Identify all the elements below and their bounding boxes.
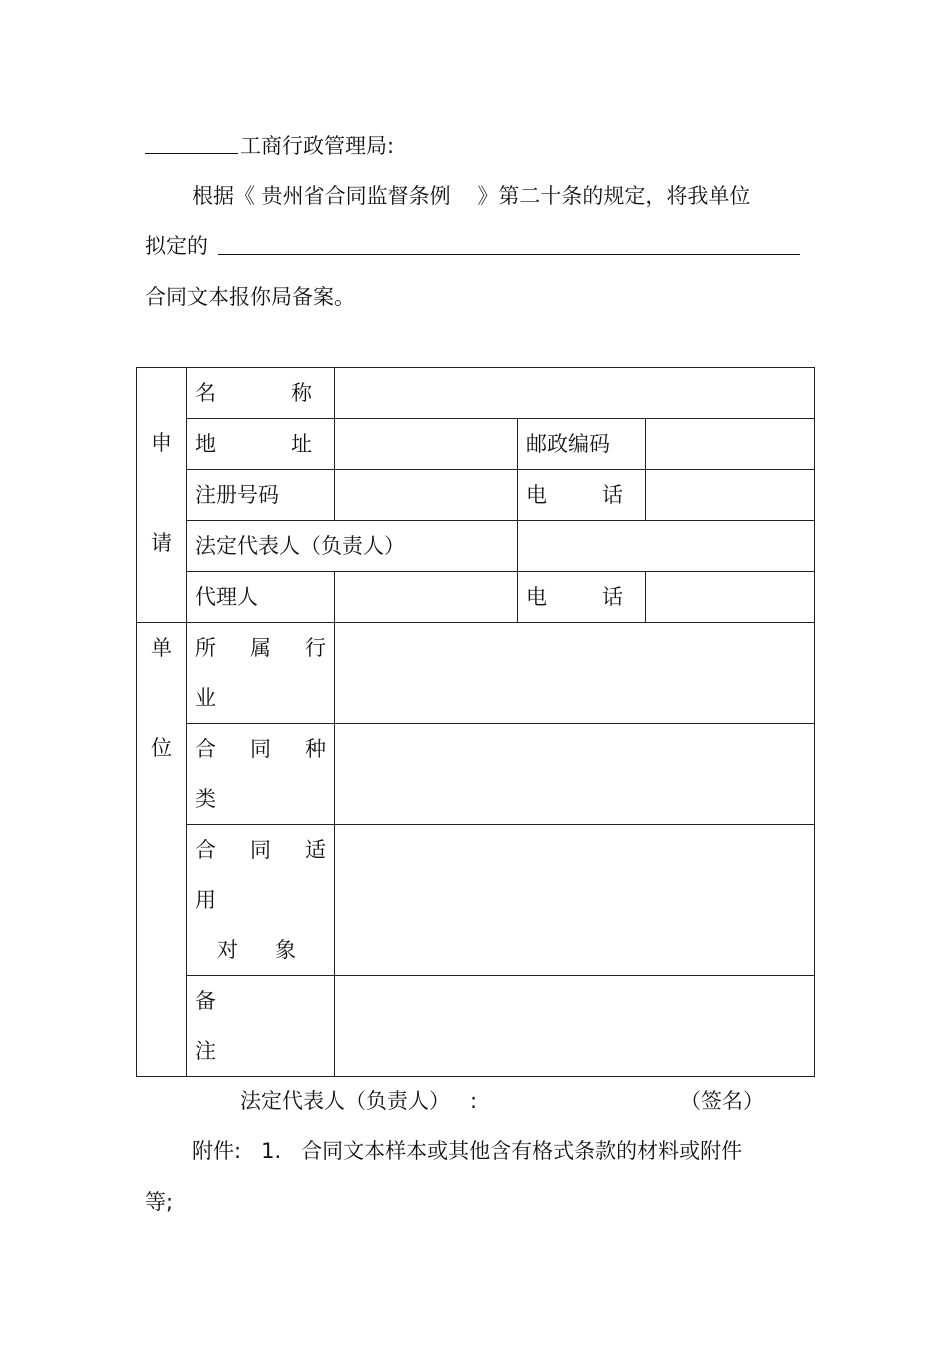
- attachment-line-1: 附件: 1. 合同文本样本或其他含有格式条款的材料或附件: [192, 1139, 743, 1163]
- applicable-target-field[interactable]: [335, 825, 815, 976]
- applicant-side-label-lower: [137, 623, 187, 1077]
- name-label-cell: [187, 368, 335, 419]
- contract-type-label-line-1: 合 同 种: [195, 737, 326, 761]
- agent-label: 代理人: [195, 585, 258, 609]
- signature-label: 法定代表人（负责人） :: [240, 1089, 478, 1113]
- phone-label-cell-1: [518, 470, 646, 521]
- postal-code-label: 邮政编码: [526, 432, 610, 456]
- phone-label-cell-2: [518, 572, 646, 623]
- name-label: 名 称: [195, 381, 312, 405]
- remarks-label-line-2: 注: [195, 1039, 216, 1063]
- applicable-target-label-line-1: 合 同 适: [195, 838, 326, 862]
- applicable-target-label-cell: [187, 825, 335, 976]
- reg-no-label-cell: [187, 470, 335, 521]
- intro-line-2-prefix: 拟定的: [145, 234, 208, 258]
- remarks-label-line-1: 备: [195, 989, 216, 1013]
- contract-type-label-line-2: 类: [195, 787, 216, 811]
- name-field[interactable]: [335, 368, 815, 419]
- contract-name-blank-line[interactable]: [218, 254, 800, 255]
- phone-label-2: 电 话: [526, 585, 623, 609]
- reg-no-field[interactable]: [335, 470, 518, 521]
- intro-line-3: 合同文本报你局备案。: [145, 285, 355, 309]
- attachment-line-2: 等;: [145, 1190, 174, 1214]
- phone-label-1: 电 话: [526, 483, 623, 507]
- agent-field[interactable]: [335, 572, 518, 623]
- application-form-table: [136, 367, 815, 1077]
- contract-type-field[interactable]: [335, 724, 815, 825]
- remarks-label-cell: [187, 976, 335, 1077]
- contract-type-label-cell: [187, 724, 335, 825]
- signature-sign: （签名）: [680, 1089, 764, 1113]
- addressee-blank-line[interactable]: [145, 153, 238, 154]
- industry-label-line-1: 所 属 行: [195, 636, 326, 660]
- industry-label-cell: [187, 623, 335, 724]
- postal-code-field[interactable]: [646, 419, 815, 470]
- agent-label-cell: [187, 572, 335, 623]
- legal-rep-field[interactable]: [518, 521, 815, 572]
- applicant-side-label: [137, 368, 187, 623]
- postal-code-label-cell: [518, 419, 646, 470]
- phone-field-2[interactable]: [646, 572, 815, 623]
- address-label: 地 址: [195, 432, 312, 456]
- legal-rep-label: 法定代表人（负责人）: [195, 534, 405, 558]
- side-char: 位: [151, 736, 172, 760]
- side-char: 单: [151, 636, 172, 660]
- phone-field-1[interactable]: [646, 470, 815, 521]
- address-field[interactable]: [335, 419, 518, 470]
- side-char: 请: [151, 531, 172, 555]
- remarks-field[interactable]: [335, 976, 815, 1077]
- legal-rep-label-cell: [187, 521, 518, 572]
- applicable-target-label-line-2: 用: [195, 888, 216, 912]
- address-label-cell: [187, 419, 335, 470]
- applicable-target-label-line-3: 对 象: [217, 938, 296, 962]
- reg-no-label: 注册号码: [195, 483, 279, 507]
- industry-label-line-2: 业: [195, 686, 216, 710]
- industry-field[interactable]: [335, 623, 815, 724]
- addressee-text: 工商行政管理局:: [240, 134, 395, 158]
- intro-line-1: 根据《 贵州省合同监督条例 》第二十条的规定，将我单位: [192, 184, 751, 208]
- side-char: 申: [151, 431, 172, 455]
